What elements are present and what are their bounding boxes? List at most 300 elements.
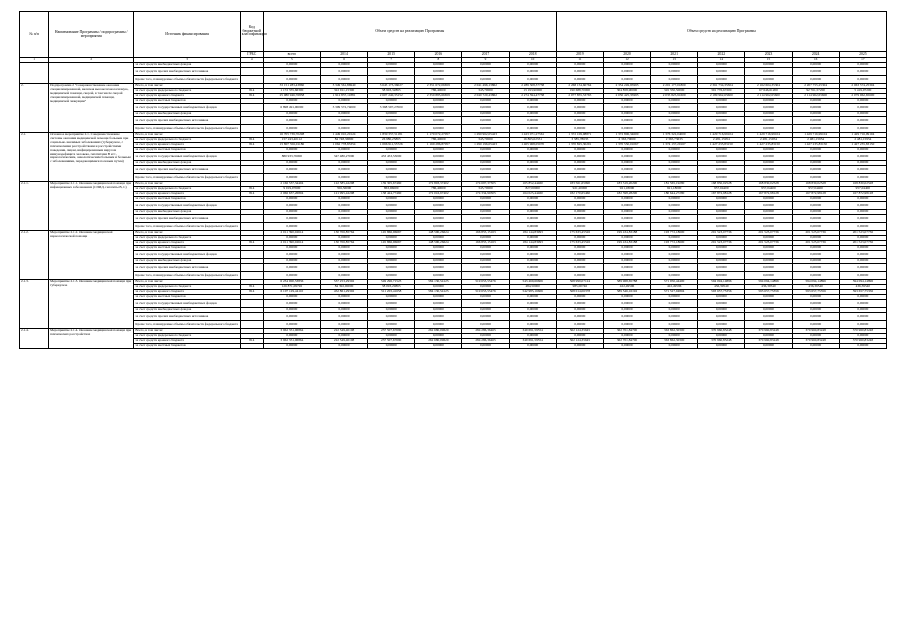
amount-total: 0,00000 <box>263 125 320 133</box>
amount-year: 0,00000 <box>462 112 509 117</box>
amount-year: 166 855,15163 <box>462 241 509 246</box>
amount-year: 0,00000 <box>320 264 367 272</box>
amount-year: 0,00000 <box>603 246 650 251</box>
amount-year: 0,00000 <box>320 202 367 210</box>
amount-total: 25 080 946,76858 <box>263 94 320 99</box>
amount-year: 370 960,83248 <box>745 329 792 334</box>
column-number: 10 <box>509 58 556 63</box>
funding-source: за счет средств прочих внебюджетных источников <box>134 117 240 125</box>
amount-year: 0,00000 <box>509 148 556 153</box>
amount-year: 0,00000 <box>462 161 509 166</box>
amount-year: 0,00000 <box>368 210 415 215</box>
grbs-code <box>240 313 263 321</box>
amount-year: 0,00000 <box>698 153 745 161</box>
amount-year: 0,00000 <box>792 264 839 272</box>
amount-year: 175 633,45526 <box>556 231 603 236</box>
amount-year: 0,00000 <box>509 264 556 272</box>
amount-year: 0,00000 <box>462 295 509 300</box>
amount-year: 0,00000 <box>839 210 886 215</box>
amount-year: 0,00000 <box>745 236 792 241</box>
funding-source: за счет средств внебюджетных фондов <box>134 259 240 264</box>
header-source: Источник финансирования <box>134 12 240 58</box>
amount-year: 0,00000 <box>462 246 509 251</box>
amount-year: 0,00000 <box>698 174 745 182</box>
amount-year: 0,00000 <box>462 210 509 215</box>
amount-year: 0,00000 <box>320 166 367 174</box>
amount-year: 0,00000 <box>839 295 886 300</box>
amount-year: 543 469,66606 <box>509 280 556 285</box>
amount-year: 0,00000 <box>839 148 886 153</box>
amount-year: 0,00000 <box>651 174 698 182</box>
funding-source: за счет средств внебюджетных фондов <box>134 112 240 117</box>
amount-year: 0,00000 <box>792 202 839 210</box>
amount-year: 0,00000 <box>603 174 650 182</box>
amount-year: 0,00000 <box>745 272 792 280</box>
table-row <box>20 313 887 321</box>
funding-source: Всего, в том числе: <box>134 231 240 236</box>
column-number: 7 <box>368 58 415 63</box>
amount-year: 0,00000 <box>415 300 462 308</box>
amount-year: 184 144,83993 <box>509 231 556 236</box>
amount-year: 184 144,83993 <box>509 241 556 246</box>
amount-total: 0,00000 <box>263 236 320 241</box>
amount-year: 363 862,30300 <box>651 339 698 344</box>
amount-year: 0,00000 <box>651 272 698 280</box>
column-number: 2 <box>49 58 134 63</box>
amount-total: 0,00000 <box>263 344 320 349</box>
amount-year: 0,00000 <box>415 344 462 349</box>
amount-year: 166 855,15163 <box>462 231 509 236</box>
amount-year: 362 124,35645 <box>556 339 603 344</box>
amount-year: 222 549,40108 <box>320 339 367 344</box>
amount-year: 0,00000 <box>415 174 462 182</box>
amount-year: 957,04400 <box>839 187 886 192</box>
funding-source: за счет средств прочих внебюджетных источников <box>134 313 240 321</box>
amount-total: 0,00000 <box>263 259 320 264</box>
amount-year: 0,00000 <box>839 99 886 104</box>
funding-source: Кроме того, планируемые объемы обязательств федерального бюджета <box>134 174 240 182</box>
amount-year: 201 523,07736 <box>792 241 839 246</box>
row-index: 2.1.1. <box>20 182 49 231</box>
amount-year: 0,00000 <box>320 125 367 133</box>
amount-year: 0,00000 <box>415 153 462 161</box>
amount-year: 0,00000 <box>509 321 556 329</box>
amount-year: 0,00000 <box>603 334 650 339</box>
funding-source: за счет средств федерального бюджета <box>134 89 240 94</box>
amount-year: 0,00000 <box>698 161 745 166</box>
amount-year: 0,00000 <box>509 334 556 339</box>
amount-year: 863,96600 <box>368 187 415 192</box>
amount-year: 0,00000 <box>745 344 792 349</box>
amount-year: 0,00000 <box>462 125 509 133</box>
amount-year: 167 872,98128 <box>745 192 792 197</box>
amount-year: 370 960,83248 <box>745 339 792 344</box>
amount-year: 67 646,61200 <box>745 89 792 94</box>
amount-year: 0,00000 <box>698 251 745 259</box>
amount-year: 13 193,90000 <box>509 89 556 94</box>
amount-year: 0,00000 <box>462 63 509 68</box>
amount-year: 0,00000 <box>745 300 792 308</box>
amount-year: 0,00000 <box>698 223 745 231</box>
amount-year: 0,00000 <box>839 68 886 76</box>
amount-year: 362 124,35645 <box>556 329 603 334</box>
amount-year: 0,00000 <box>745 215 792 223</box>
funding-source: за счет средств федерального бюджета <box>134 334 240 339</box>
grbs-code: 814 <box>240 290 263 295</box>
amount-year: 549 296,71523 <box>368 280 415 285</box>
amount-year: 0,00000 <box>415 285 462 290</box>
amount-year: 0,00000 <box>509 236 556 241</box>
amount-year: 0,00000 <box>698 117 745 125</box>
amount-year: 1 372 806,34600 <box>603 133 650 138</box>
amount-year: 589 546,16192 <box>603 290 650 295</box>
table-row <box>20 264 887 272</box>
amount-year: 0,00000 <box>509 166 556 174</box>
amount-year: 0,00000 <box>603 313 650 321</box>
amount-year: 0,00000 <box>462 259 509 264</box>
funding-source: Всего, в том числе: <box>134 182 240 187</box>
amount-year: 0,00000 <box>603 104 650 112</box>
amount-year: 0,00000 <box>839 246 886 251</box>
amount-total: 0,00000 <box>263 174 320 182</box>
funding-source: за счет средств государственных внебюджетных фондов <box>134 153 240 161</box>
column-number: 16 <box>792 58 839 63</box>
amount-year: 0,00000 <box>368 264 415 272</box>
amount-year: 362 701,84700 <box>603 329 650 334</box>
amount-year: 2 162 604,35304 <box>745 84 792 89</box>
amount-year: 436,39540 <box>745 285 792 290</box>
amount-year: 0,00000 <box>462 68 509 76</box>
amount-year: 0,00000 <box>603 259 650 264</box>
grbs-code <box>240 68 263 76</box>
amount-year: 571 527,94804 <box>651 290 698 295</box>
amount-total: 2 011 390,02614 <box>263 241 320 246</box>
amount-year: 0,00000 <box>745 202 792 210</box>
amount-year: 0,00000 <box>839 197 886 202</box>
amount-year: 0,00000 <box>462 148 509 153</box>
amount-year: 0,00000 <box>509 117 556 125</box>
amount-year: 2 365,73635 <box>651 138 698 143</box>
amount-year: 957,04400 <box>698 187 745 192</box>
header-row-main <box>20 12 887 52</box>
column-number: 3 <box>134 58 240 63</box>
column-number: 5 <box>263 58 320 63</box>
header-year: 2020 <box>603 52 650 58</box>
funding-source: Кроме того, планируемые объемы обязательств федерального бюджета <box>134 125 240 133</box>
amount-year: 0,00000 <box>509 76 556 84</box>
amount-year: 0,00000 <box>462 251 509 259</box>
amount-total: 0,00000 <box>263 321 320 329</box>
amount-year: 0,00000 <box>509 223 556 231</box>
amount-year: 0,00000 <box>651 344 698 349</box>
amount-year: 0,00000 <box>651 125 698 133</box>
funding-source: за счет средств местных бюджетов <box>134 295 240 300</box>
amount-year: 0,00000 <box>839 300 886 308</box>
amount-year: 0,00000 <box>651 76 698 84</box>
amount-year: 2 079 962,65600 <box>839 94 886 99</box>
funding-source: за счет средств государственных внебюджетных фондов <box>134 104 240 112</box>
amount-year: 0,00000 <box>698 334 745 339</box>
amount-year: 148 590,26624 <box>415 241 462 246</box>
amount-year: 0,00000 <box>651 251 698 259</box>
amount-year: 0,00000 <box>415 236 462 241</box>
amount-year: 786,40000 <box>415 89 462 94</box>
amount-year: 0,00000 <box>556 215 603 223</box>
amount-year: 0,00000 <box>462 166 509 174</box>
amount-year: 0,00000 <box>320 308 367 313</box>
amount-year: 0,00000 <box>556 63 603 68</box>
amount-year: 0,00000 <box>651 68 698 76</box>
amount-year: 0,00000 <box>792 295 839 300</box>
amount-year: 0,00000 <box>603 166 650 174</box>
amount-year: 0,00000 <box>745 166 792 174</box>
amount-year: 593 657,75356 <box>698 290 745 295</box>
amount-year: 0,00000 <box>415 246 462 251</box>
amount-year: 0,00000 <box>651 104 698 112</box>
amount-year: 2 063 574,25304 <box>839 84 886 89</box>
amount-year: 182 398,28290 <box>603 192 650 197</box>
amount-year: 0,00000 <box>839 223 886 231</box>
amount-year: 0,00000 <box>603 251 650 259</box>
amount-year: 0,00000 <box>792 210 839 215</box>
amount-year: 0,00000 <box>556 272 603 280</box>
amount-year: 0,00000 <box>792 161 839 166</box>
amount-year: 0,00000 <box>415 161 462 166</box>
funding-source: за счет средств прочих внебюджетных источников <box>134 166 240 174</box>
amount-year: 121 995,42298 <box>320 192 367 197</box>
amount-year: 0,00000 <box>651 259 698 264</box>
header-year: 2022 <box>698 52 745 58</box>
amount-year: 2 114 962,65600 <box>745 94 792 99</box>
amount-year: 148 590,26624 <box>415 231 462 236</box>
header-num: № п/п <box>20 12 49 58</box>
amount-year: 0,00000 <box>651 148 698 153</box>
table-row <box>20 166 887 174</box>
amount-year: 0,00000 <box>368 166 415 174</box>
amount-year: 0,00000 <box>509 104 556 112</box>
amount-year: 0,00000 <box>462 285 509 290</box>
amount-year: 0,00000 <box>320 76 367 84</box>
amount-total: 0,00000 <box>263 99 320 104</box>
amount-year: 304 858,90000 <box>603 89 650 94</box>
amount-total: 0,00000 <box>263 197 320 202</box>
amount-year: 370 960,83248 <box>839 329 886 334</box>
amount-year: 2 351 672,06659 <box>415 84 462 89</box>
amount-year: 0,00000 <box>462 174 509 182</box>
amount-year: 0,00000 <box>603 210 650 215</box>
amount-year: 0,00000 <box>698 246 745 251</box>
funding-source: за счет средств федерального бюджета <box>134 285 240 290</box>
amount-year: 0,00000 <box>839 264 886 272</box>
amount-year: 222 549,40108 <box>320 329 367 334</box>
amount-year: 2 481,15954 <box>745 138 792 143</box>
budget-table <box>19 11 887 349</box>
amount-year: 0,00000 <box>792 117 839 125</box>
amount-year: 0,00000 <box>603 272 650 280</box>
amount-total: 3 962 351,06864 <box>263 339 320 344</box>
amount-year: 0,00000 <box>792 104 839 112</box>
amount-year: 183 319,20290 <box>603 182 650 187</box>
header-year: 2021 <box>651 52 698 58</box>
amount-year: 0,00000 <box>320 259 367 264</box>
amount-year: 3 399 572,74000 <box>320 104 367 112</box>
amount-year: 484,50000 <box>509 285 556 290</box>
amount-year: 175 633,45526 <box>556 241 603 246</box>
amount-year: 0,00000 <box>556 264 603 272</box>
amount-year: 1 423 071,27561 <box>509 133 556 138</box>
amount-year: 1 096 911,55726 <box>368 143 415 148</box>
amount-year: 0,00000 <box>415 259 462 264</box>
amount-year: 0,00000 <box>651 313 698 321</box>
funding-source: за счет средств местных бюджетов <box>134 197 240 202</box>
amount-year: 0,00000 <box>603 99 650 104</box>
amount-total: 157 243,40112 <box>263 138 320 143</box>
amount-year: 0,00000 <box>462 236 509 241</box>
amount-year: 0,00000 <box>556 223 603 231</box>
amount-year: 0,00000 <box>556 148 603 153</box>
amount-year: 0,00000 <box>415 63 462 68</box>
amount-year: 1 427 235,83150 <box>792 143 839 148</box>
amount-year: 0,00000 <box>368 215 415 223</box>
amount-year: 0,00000 <box>698 63 745 68</box>
amount-total: 6 234 000,53836 <box>263 280 320 285</box>
amount-year: 0,00000 <box>415 321 462 329</box>
amount-year: 0,00000 <box>462 202 509 210</box>
amount-year: 0,00000 <box>462 76 509 84</box>
amount-year: 519 653,55476 <box>462 290 509 295</box>
amount-year: 0,00000 <box>368 334 415 339</box>
program-name: Мероприятие 2.1.1. Оказание медицинской помощи при инфекционных заболеваниях (СПИД, гепатиты B, C) <box>49 182 134 231</box>
amount-total: 1 172 355,66300 <box>263 89 320 94</box>
amount-year: 0,00000 <box>603 112 650 117</box>
amount-year: 0,00000 <box>320 63 367 68</box>
grbs-code: 814 <box>240 192 263 197</box>
amount-year: 0,00000 <box>509 272 556 280</box>
amount-total: 15 807 556,01186 <box>263 143 320 148</box>
amount-year: 167 872,98128 <box>698 192 745 197</box>
amount-year: 593 657,75356 <box>792 290 839 295</box>
amount-year: 0,00000 <box>698 76 745 84</box>
amount-year: 0,00000 <box>368 246 415 251</box>
amount-year: 0,00000 <box>651 99 698 104</box>
amount-year: 345,70000 <box>462 187 509 192</box>
amount-year: 568 999,07124 <box>556 280 603 285</box>
amount-year: 0,00000 <box>745 63 792 68</box>
amount-year: 0,00000 <box>651 210 698 215</box>
amount-total: 0,00000 <box>263 215 320 223</box>
amount-year: 0,00000 <box>745 246 792 251</box>
amount-year: 0,00000 <box>698 148 745 153</box>
amount-year: 0,00000 <box>603 161 650 166</box>
amount-year: 827,00000 <box>509 187 556 192</box>
amount-year: 436,39540 <box>698 285 745 290</box>
amount-year: 0,00000 <box>839 259 886 264</box>
amount-year: 0,00000 <box>603 321 650 329</box>
amount-year: 0,00000 <box>698 300 745 308</box>
amount-year: 0,00000 <box>651 246 698 251</box>
grbs-code <box>240 344 263 349</box>
amount-year: 0,00000 <box>368 117 415 125</box>
amount-year: 0,00000 <box>320 117 367 125</box>
amount-year: 0,00000 <box>698 321 745 329</box>
amount-year: 0,00000 <box>556 174 603 182</box>
amount-year: 0,00000 <box>792 259 839 264</box>
amount-total: 0,00000 <box>263 334 320 339</box>
amount-year: 3 385,78635 <box>556 138 603 143</box>
amount-year: 0,00000 <box>556 300 603 308</box>
amount-year: 174 334,90305 <box>462 192 509 197</box>
amount-total: 0,00000 <box>263 112 320 117</box>
amount-year: 0,00000 <box>462 300 509 308</box>
amount-year: 92 761,57200 <box>792 89 839 94</box>
amount-year: 0,00000 <box>320 344 367 349</box>
amount-year: 1 374 137,20167 <box>651 143 698 148</box>
amount-year: 0,00000 <box>320 112 367 117</box>
amount-year: 0,00000 <box>509 259 556 264</box>
header-year: 2015 <box>368 52 415 58</box>
header-total-group: Объем средств на реализацию Программы <box>263 12 556 52</box>
amount-year: 0,00000 <box>698 295 745 300</box>
amount-year: 0,00000 <box>698 99 745 104</box>
amount-total: 0,00000 <box>263 76 320 84</box>
amount-year: 2 350 885,66659 <box>415 94 462 99</box>
amount-total: 0,00000 <box>263 210 320 215</box>
amount-total: 0,00000 <box>263 148 320 153</box>
header-name: Наименование Программы / подпрограммы / мероприятия <box>49 12 134 58</box>
amount-year: 201 523,07736 <box>698 231 745 236</box>
grbs-code <box>240 264 263 272</box>
amount-year: 0,00000 <box>839 215 886 223</box>
amount-year: 0,00000 <box>368 344 415 349</box>
amount-year: 0,00000 <box>556 117 603 125</box>
amount-year: 0,00000 <box>509 197 556 202</box>
funding-source: Всего, в том числе: <box>134 133 240 138</box>
amount-year: 0,00000 <box>556 68 603 76</box>
funding-source: за счет средств местных бюджетов <box>134 99 240 104</box>
amount-year: 0,00000 <box>415 166 462 174</box>
table-row <box>20 344 887 349</box>
program-name: Мероприятие 2.1.3. Оказание медицинской помощи при туберкулезе <box>49 280 134 329</box>
amount-year: 0,00000 <box>839 125 886 133</box>
amount-year: 0,00000 <box>792 321 839 329</box>
amount-year: 0,00000 <box>792 300 839 308</box>
amount-year: 0,00000 <box>651 223 698 231</box>
amount-year: 0,00000 <box>745 334 792 339</box>
amount-total: 0,00000 <box>263 117 320 125</box>
amount-year: 0,00000 <box>320 174 367 182</box>
amount-year: 0,00000 <box>698 272 745 280</box>
grbs-code: 814 <box>240 187 263 192</box>
amount-year: 0,00000 <box>509 68 556 76</box>
grbs-code <box>240 153 263 161</box>
grbs-code <box>240 104 263 112</box>
amount-year: 786,40000 <box>415 138 462 143</box>
amount-year: 0,00000 <box>792 99 839 104</box>
amount-year: 0,00000 <box>651 215 698 223</box>
amount-year: 237 507,67690 <box>368 329 415 334</box>
amount-year: 370 960,83248 <box>698 329 745 334</box>
program-name <box>49 63 134 84</box>
header-year: 2023 <box>745 52 792 58</box>
amount-year: 0,00000 <box>698 313 745 321</box>
amount-year: 0,00000 <box>651 308 698 313</box>
amount-year: 5 419,07200 <box>839 89 886 94</box>
amount-year: 1 427 235,83150 <box>745 143 792 148</box>
amount-year: 0,00000 <box>556 321 603 329</box>
amount-year: 0,00000 <box>792 236 839 241</box>
amount-year: 356,36000 <box>320 187 367 192</box>
amount-year: 165 852,44460 <box>509 182 556 187</box>
